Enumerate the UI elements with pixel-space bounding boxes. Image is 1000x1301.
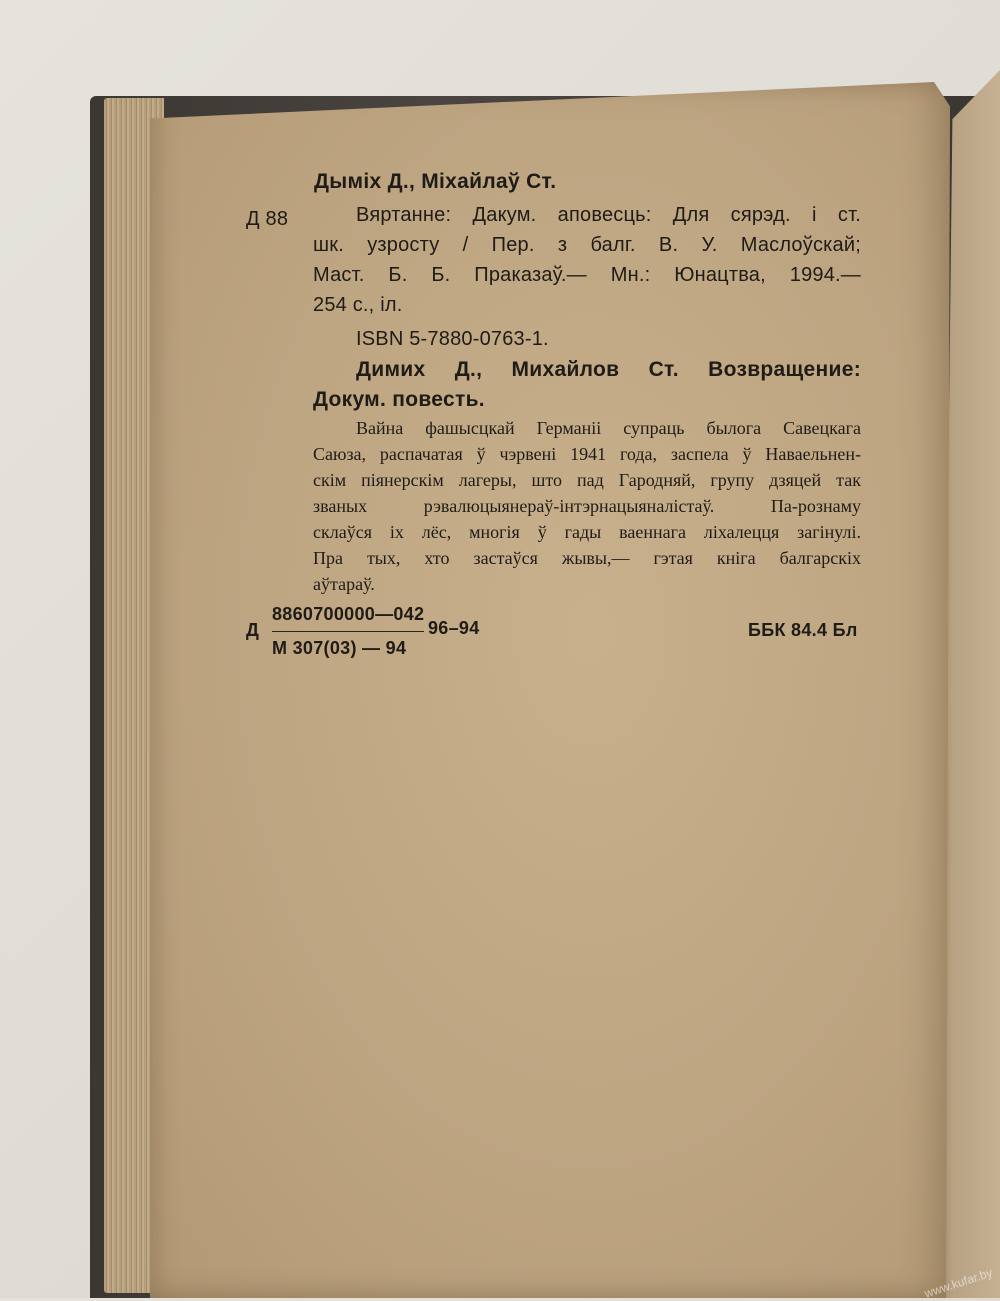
description-line: Маст. Б. Б. Праказаў.— Мн.: Юнацтва, 1994.— [313,264,861,286]
annotation-line: склаўся іх лёс, многія ў гады ваеннага ліхалецця загінулі. [313,522,861,542]
index-denominator: М 307(03) — 94 [272,638,407,658]
call-number: Д 88 [246,208,289,230]
watermark: www.kufar.by [922,1265,995,1301]
annotation-line: Саюза, распачатая ў чэрвені 1941 года, заспела ў Наваельнен- [313,444,861,464]
annotation-line: аўтараў. [313,574,375,594]
bbk-code: ББК 84.4 Бл [748,620,858,640]
author-heading: Дыміх Д., Міхайлаў Ст. [314,170,557,193]
description-line: шк. узросту / Пер. з балг. В. У. Маслоўскай; [313,234,861,256]
description-line: 254 с., іл. [313,294,403,316]
annotation-line: Вайна фашысцкай Германіі супраць былога Савецкага [356,418,861,438]
description-line: Вяртанне: Дакум. аповесць: Для сярэд. і ст. [356,204,861,226]
original-title-line: Димих Д., Михайлов Ст. Возвращение: [356,358,861,381]
index-numerator: 8860700000—042 [272,604,425,624]
fraction-suffix: 96–94 [428,618,480,638]
annotation-line: званых рэвалюцыянераў-інтэрнацыяналістаў. Па-рознаму [313,496,861,516]
annotation-line: Пра тых, хто застаўся жывы,— гэтая кніга балгарскіх [313,548,861,568]
fraction-rule [272,631,424,632]
isbn: ISBN 5-7880-0763-1. [356,328,549,350]
original-title-line: Докум. повесть. [313,388,485,411]
index-letter: Д [246,620,260,640]
annotation-line: скім піянерскім лагеры, што пад Гародняй, групу дзяцей так [313,470,861,490]
